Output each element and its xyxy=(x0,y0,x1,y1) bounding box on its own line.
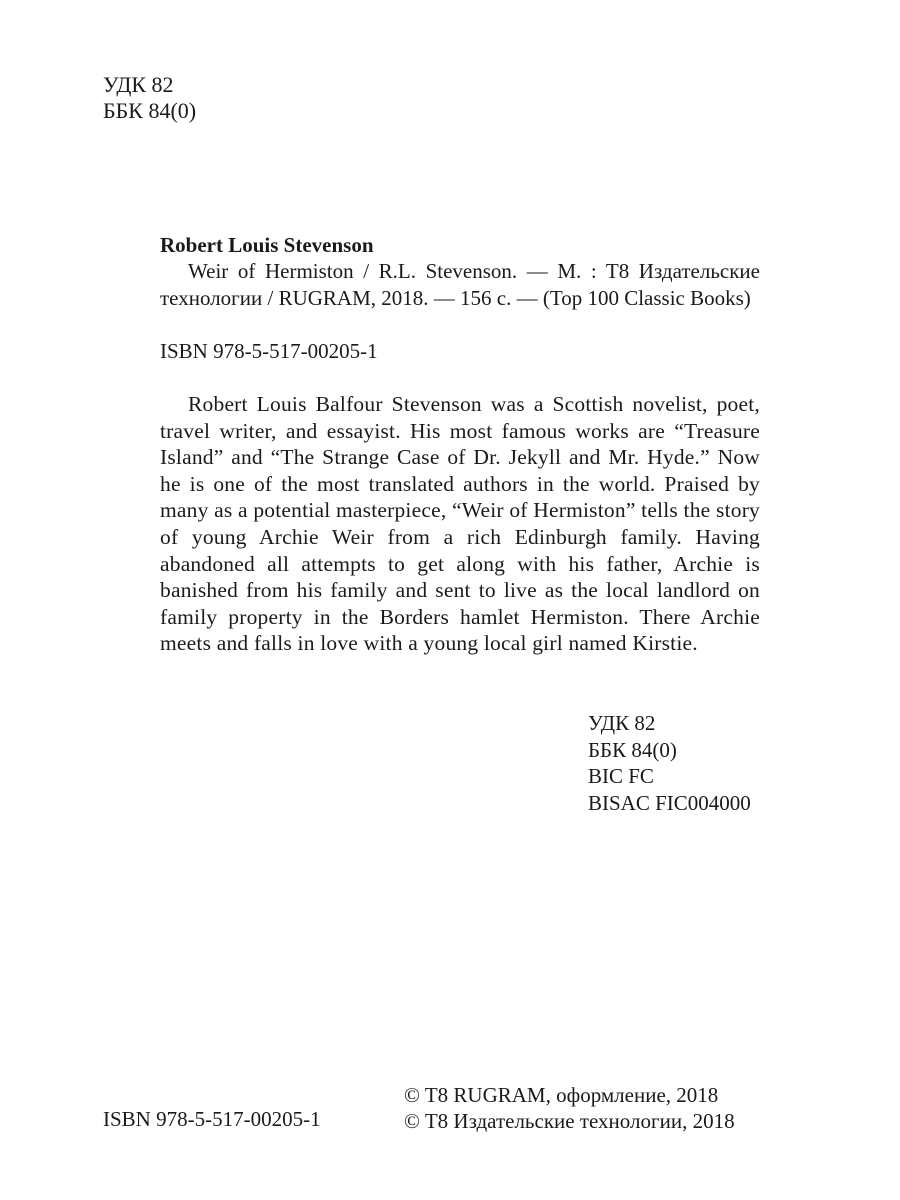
annotation-text: Robert Louis Balfour Stevenson was a Scottish novelist, poet, travel writer, and essayist. His most famous works are “Treasure Island” and “The Strange Case of Dr. Jekyll and Mr. Hyde.” Now he is one of the most translated authors in the world. Praised by many as a potential masterpiece, “Weir of Hermiston” tells the story of young Archie Weir from a rich Edinburgh family. Having abandoned all attempts to get along with his father, Archie is banished from his family and sent to live as the local landlord on family property in the Borders hamlet Hermiston. There Archie meets and falls in love with a young local girl named Kirstie. xyxy=(160,392,760,656)
author-name: Robert Louis Stevenson xyxy=(160,233,374,257)
udk-code: УДК 82 xyxy=(103,72,174,97)
copyright-block xyxy=(404,1082,735,1134)
top-classification-codes xyxy=(103,72,196,124)
copyright-publisher: © T8 Издательские технологии, 2018 xyxy=(404,1109,735,1133)
code-bic: BIC FC xyxy=(588,764,654,788)
isbn-bottom: ISBN 978-5-517-00205-1 xyxy=(103,1107,321,1131)
catalog-entry xyxy=(160,232,760,311)
code-udk: УДК 82 xyxy=(588,711,656,735)
code-bbk: ББК 84(0) xyxy=(588,737,677,762)
copyright-design: © T8 RUGRAM, оформление, 2018 xyxy=(404,1083,719,1107)
bbk-code: ББК 84(0) xyxy=(103,98,197,123)
classification-codes-block xyxy=(588,710,751,816)
bibliographic-description: Weir of Hermiston / R.L. Stevenson. — M. : T8 Издательские технологии / RUGRAM, 2018. — 156 с. — (Top 100 Classic Books) xyxy=(160,259,760,310)
isbn-main: ISBN 978-5-517-00205-1 xyxy=(160,339,378,363)
code-bisac: BISAC FIC004000 xyxy=(588,790,751,815)
